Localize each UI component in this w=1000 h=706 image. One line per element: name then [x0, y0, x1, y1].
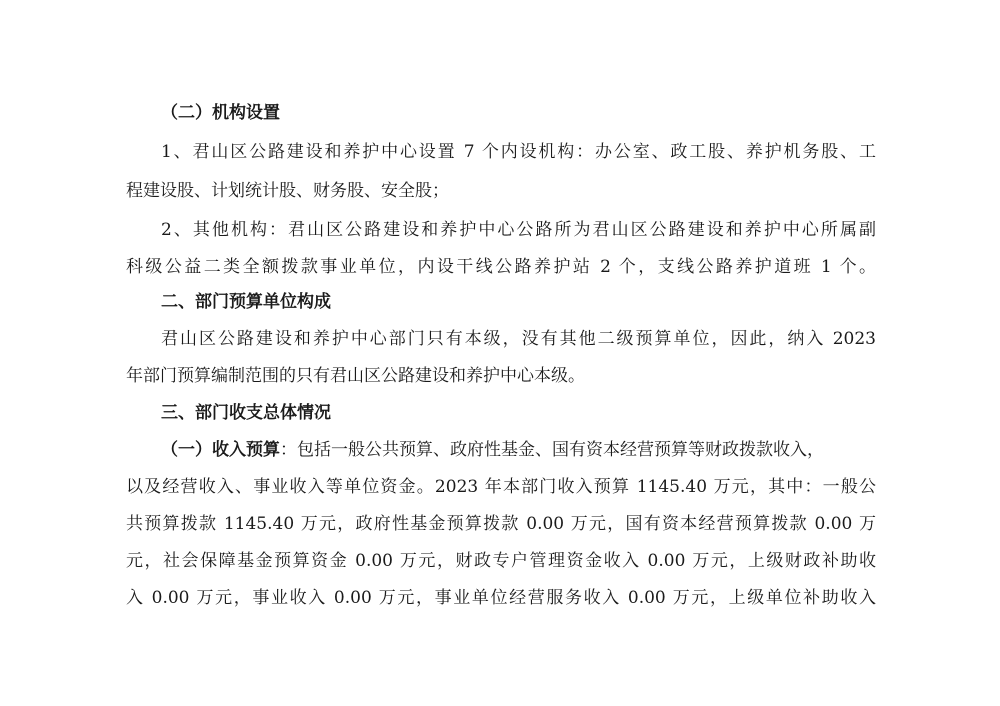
section-heading-income-expenditure: 三、部门收支总体情况 — [161, 403, 331, 423]
paragraph-other-institutions-line-1: 2、其他机构：君山区公路建设和养护中心公路所为君山区公路建设和养护中心所属副 — [161, 220, 876, 240]
income-budget-label: （一）收入预算 — [161, 440, 280, 460]
paragraph-budget-units-line-1: 君山区公路建设和养护中心部门只有本级，没有其他二级预算单位，因此，纳入 2023 — [161, 329, 876, 349]
paragraph-budget-units-line-2: 年部门预算编制范围的只有君山区公路建设和养护中心本级。 — [126, 366, 585, 386]
paragraph-other-institutions-line-2: 科级公益二类全额拨款事业单位，内设干线公路养护站 2 个，支线公路养护道班 1 个。 — [126, 257, 876, 277]
section-heading-budget-units: 二、部门预算单位构成 — [161, 292, 331, 312]
paragraph-income-line-5: 入 0.00 万元，事业收入 0.00 万元，事业单位经营服务收入 0.00 万元，上级单位补助收入 — [126, 588, 876, 608]
paragraph-internal-institutions-line-1: 1、君山区公路建设和养护中心设置 7 个内设机构：办公室、政工股、养护机务股、工 — [161, 142, 876, 162]
paragraph-income-line-3: 共预算拨款 1145.40 万元，政府性基金预算拨款 0.00 万元，国有资本经营预算拨款 0.00 万 — [126, 514, 876, 534]
section-heading-institution-setup: （二）机构设置 — [161, 103, 280, 123]
income-budget-text: ：包括一般公共预算、政府性基金、国有资本经营预算等财政拨款收入， — [280, 440, 824, 460]
paragraph-income-line-2: 以及经营收入、事业收入等单位资金。2023 年本部门收入预算 1145.40 万元，其中：一般公 — [126, 477, 876, 497]
paragraph-income-line-4: 元，社会保障基金预算资金 0.00 万元，财政专户管理资金收入 0.00 万元，上级财政补助收 — [126, 551, 876, 571]
paragraph-income-line-1 — [161, 439, 876, 461]
paragraph-internal-institutions-line-2: 程建设股、计划统计股、财务股、安全股； — [126, 181, 449, 201]
